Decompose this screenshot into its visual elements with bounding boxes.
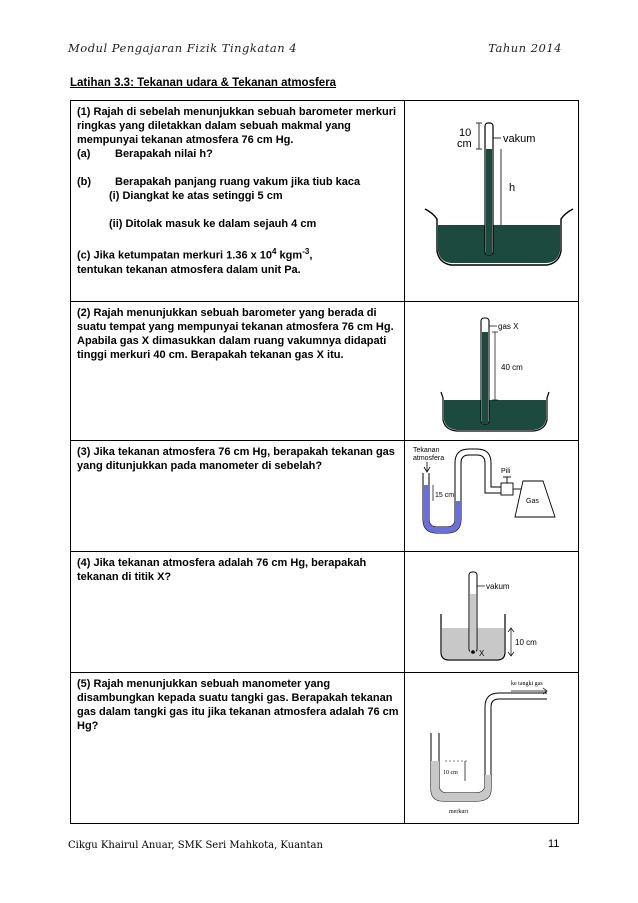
q1-c-text: (c) Jika ketumpatan merkuri 1.36 x 10 bbox=[77, 249, 273, 262]
manometer-diagram-5 bbox=[405, 673, 578, 823]
q1-c-unit: kgm bbox=[276, 249, 303, 262]
label-15cm: 15 cm bbox=[435, 492, 455, 499]
question-1-text bbox=[71, 101, 405, 302]
question-row-1 bbox=[71, 101, 579, 302]
q1-a-text: Berapakah nilai h? bbox=[115, 148, 213, 160]
header-year: Tahun 2014 bbox=[488, 41, 562, 55]
q1-c-exp: 4 bbox=[272, 247, 277, 256]
barometer-diagram-2 bbox=[405, 302, 578, 440]
question-4-figure bbox=[405, 552, 579, 673]
label-10cm: 10 cm bbox=[515, 638, 537, 647]
page-header bbox=[68, 41, 562, 57]
question-5-figure bbox=[405, 673, 579, 824]
q1-b-i: (i) Diangkat ke atas setinggi 5 cm bbox=[109, 190, 283, 202]
label-x: X bbox=[479, 649, 485, 658]
q1-c-comma: , bbox=[309, 249, 313, 262]
label-merkuri: merkuri bbox=[449, 809, 468, 815]
pipe-outer bbox=[491, 699, 547, 773]
q1-b-label: (b) bbox=[77, 176, 92, 188]
label-40cm: 40 cm bbox=[501, 363, 523, 372]
header-module-title: Modul Pengajaran Fizik Tingkatan 4 bbox=[68, 41, 298, 55]
label-vakum: vakum bbox=[486, 582, 510, 591]
label-tekanan: Tekanan bbox=[413, 447, 440, 454]
point-x bbox=[471, 650, 475, 654]
pipe-inner bbox=[485, 693, 547, 773]
question-row-5 bbox=[71, 673, 579, 824]
valve-body bbox=[501, 483, 513, 495]
footer-author: Cikgu Khairul Anuar, SMK Seri Mahkota, Kuantan bbox=[68, 840, 323, 851]
exercise-title: Latihan 3.3: Tekanan udara & Tekanan atmosfera bbox=[70, 77, 337, 89]
barometer-diagram-4 bbox=[405, 552, 578, 672]
question-2-text: (2) Rajah menunjukkan sebuah barometer yang berada di suatu tempat yang mempunyai tekanan atmosfera 76 cm Hg. Apabila gas X dimasukkan dalam ruang vakumnya didapati tinggi merkuri 40 cm. Berapakah tekanan gas X itu. bbox=[71, 302, 405, 441]
q1-b-text: Berapakah panjang ruang vakum jika tiub kaca bbox=[115, 176, 361, 188]
question-3-text: (3) Jika tekanan atmosfera 76 cm Hg, berapakah tekanan gas yang ditunjukkan pada manometer di sebelah? bbox=[71, 441, 405, 552]
question-1-figure bbox=[405, 101, 579, 302]
dish-mercury bbox=[438, 225, 560, 263]
q1-a-label: (a) bbox=[77, 148, 91, 160]
label-h: h bbox=[509, 182, 516, 194]
label-pili: Pili bbox=[501, 468, 511, 475]
q1-c-unit-exp: -3 bbox=[302, 247, 310, 256]
tube-mercury-column bbox=[470, 594, 476, 652]
question-2-figure bbox=[405, 302, 579, 441]
label-vakum: vakum bbox=[503, 133, 536, 145]
question-row-4 bbox=[71, 552, 579, 673]
question-row-2 bbox=[71, 302, 579, 441]
manometer-mercury bbox=[431, 761, 491, 801]
q1-c bbox=[77, 245, 400, 263]
tube-mercury-column bbox=[482, 332, 488, 424]
u-tube-inner bbox=[439, 733, 485, 793]
q1-intro: (1) Rajah di sebelah menunjukkan sebuah barometer merkuri ringkas yang diletakkan dalam sebuah makmal yang mempunyai tekanan atmosfera 76 cm Hg. bbox=[77, 106, 397, 146]
label-10: 10 bbox=[459, 127, 472, 139]
question-3-figure bbox=[405, 441, 579, 552]
question-4-text: (4) Jika tekanan atmosfera adalah 76 cm Hg, berapakah tekanan di titik X? bbox=[71, 552, 405, 673]
q1-c-line2: tentukan tekanan atmosfera dalam unit Pa. bbox=[77, 263, 301, 276]
label-10cm: 10 cm bbox=[443, 770, 458, 776]
question-5-text: (5) Rajah menunjukkan sebuah manometer yang disambungkan kepada suatu tangki gas. Berapakah tekanan gas dalam tangki gas itu jika tekanan atmosfera adalah 76 cm Hg? bbox=[71, 673, 405, 824]
label-atmosfera: atmosfera bbox=[413, 455, 445, 462]
barometer-diagram-1 bbox=[405, 101, 578, 301]
label-gas-x: gas X bbox=[498, 322, 519, 331]
label-ke-tangki-gas: ke tangki gas bbox=[511, 681, 543, 687]
label-cm: cm bbox=[457, 138, 472, 150]
question-row-3 bbox=[71, 441, 579, 552]
page-number: 11 bbox=[548, 838, 560, 850]
q1-b-ii: (ii) Ditolak masuk ke dalam sejauh 4 cm bbox=[109, 218, 317, 230]
dish-mercury bbox=[444, 400, 546, 430]
tube-mercury-column bbox=[486, 149, 492, 255]
question-table bbox=[70, 100, 579, 824]
manometer-diagram-3 bbox=[405, 441, 578, 551]
label-gas: Gas bbox=[526, 498, 539, 505]
